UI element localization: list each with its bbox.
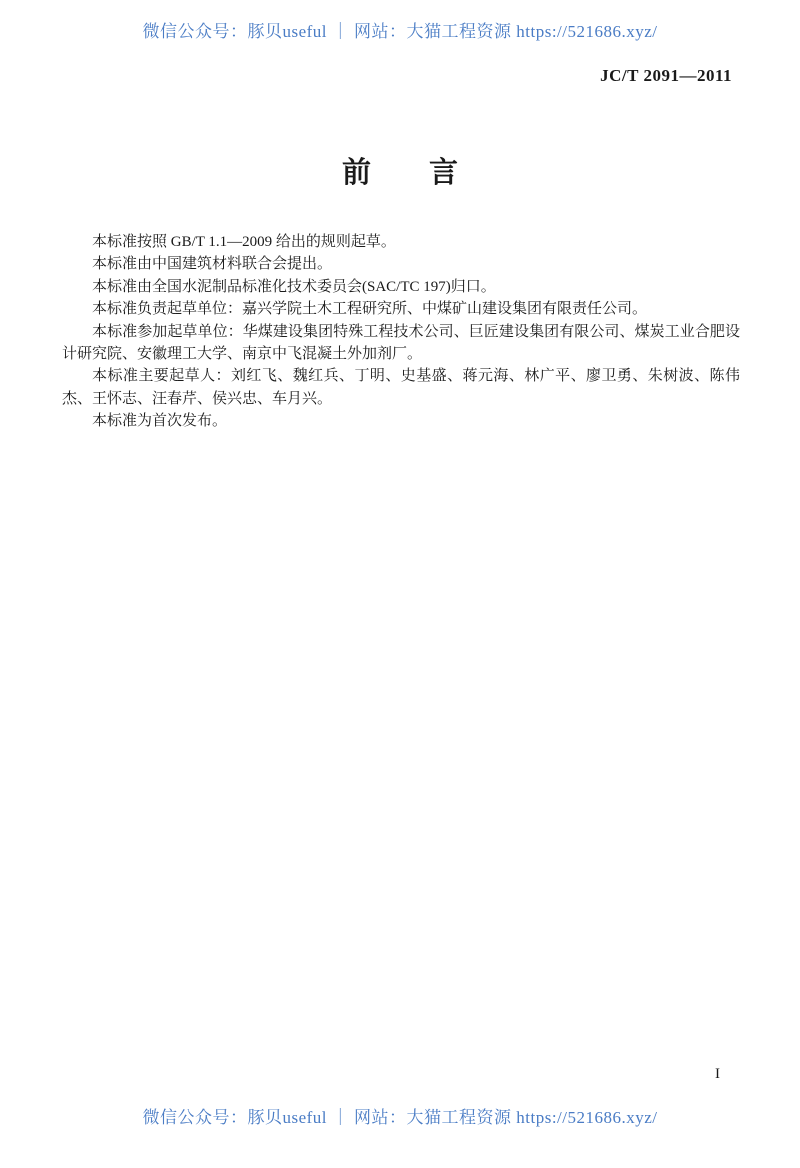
foreword-paragraph: 本标准按照 GB/T 1.1—2009 给出的规则起草。 <box>92 234 396 250</box>
foreword-paragraph: 本标准参加起草单位：华煤建设集团特殊工程技术公司、巨匠建设集团有限公司、煤炭工业合肥设计研究院、安徽理工大学、南京中飞混凝土外加剂厂。 <box>62 323 740 363</box>
foreword-paragraph: 本标准由中国建筑材料联合会提出。 <box>92 256 333 273</box>
bottom-watermark: 微信公众号：豚贝useful ｜ 网站：大猫工程资源 https://521686.xyz/ <box>142 1108 658 1127</box>
foreword-paragraph: 本标准为首次发布。 <box>92 413 228 430</box>
foreword-paragraph: 本标准负责起草单位：嘉兴学院土木工程研究所、中煤矿山建设集团有限责任公司。 <box>92 301 648 318</box>
foreword-title: 前 言 <box>341 157 458 189</box>
top-watermark: 微信公众号：豚贝useful ｜ 网站：大猫工程资源 https://521686.xyz/ <box>142 22 658 41</box>
foreword-paragraph: 本标准主要起草人：刘红飞、魏红兵、丁明、史基盛、蒋元海、林广平、廖卫勇、朱树波、陈伟杰、王怀志、汪春芹、侯兴忠、车月兴。 <box>62 368 740 407</box>
page-number: I <box>715 1066 720 1082</box>
standard-doc-code: JC/T 2091—2011 <box>600 66 732 85</box>
foreword-paragraph: 本标准由全国水泥制品标准化技术委员会(SAC/TC 197)归口。 <box>92 278 496 295</box>
foreword-body <box>62 231 740 433</box>
